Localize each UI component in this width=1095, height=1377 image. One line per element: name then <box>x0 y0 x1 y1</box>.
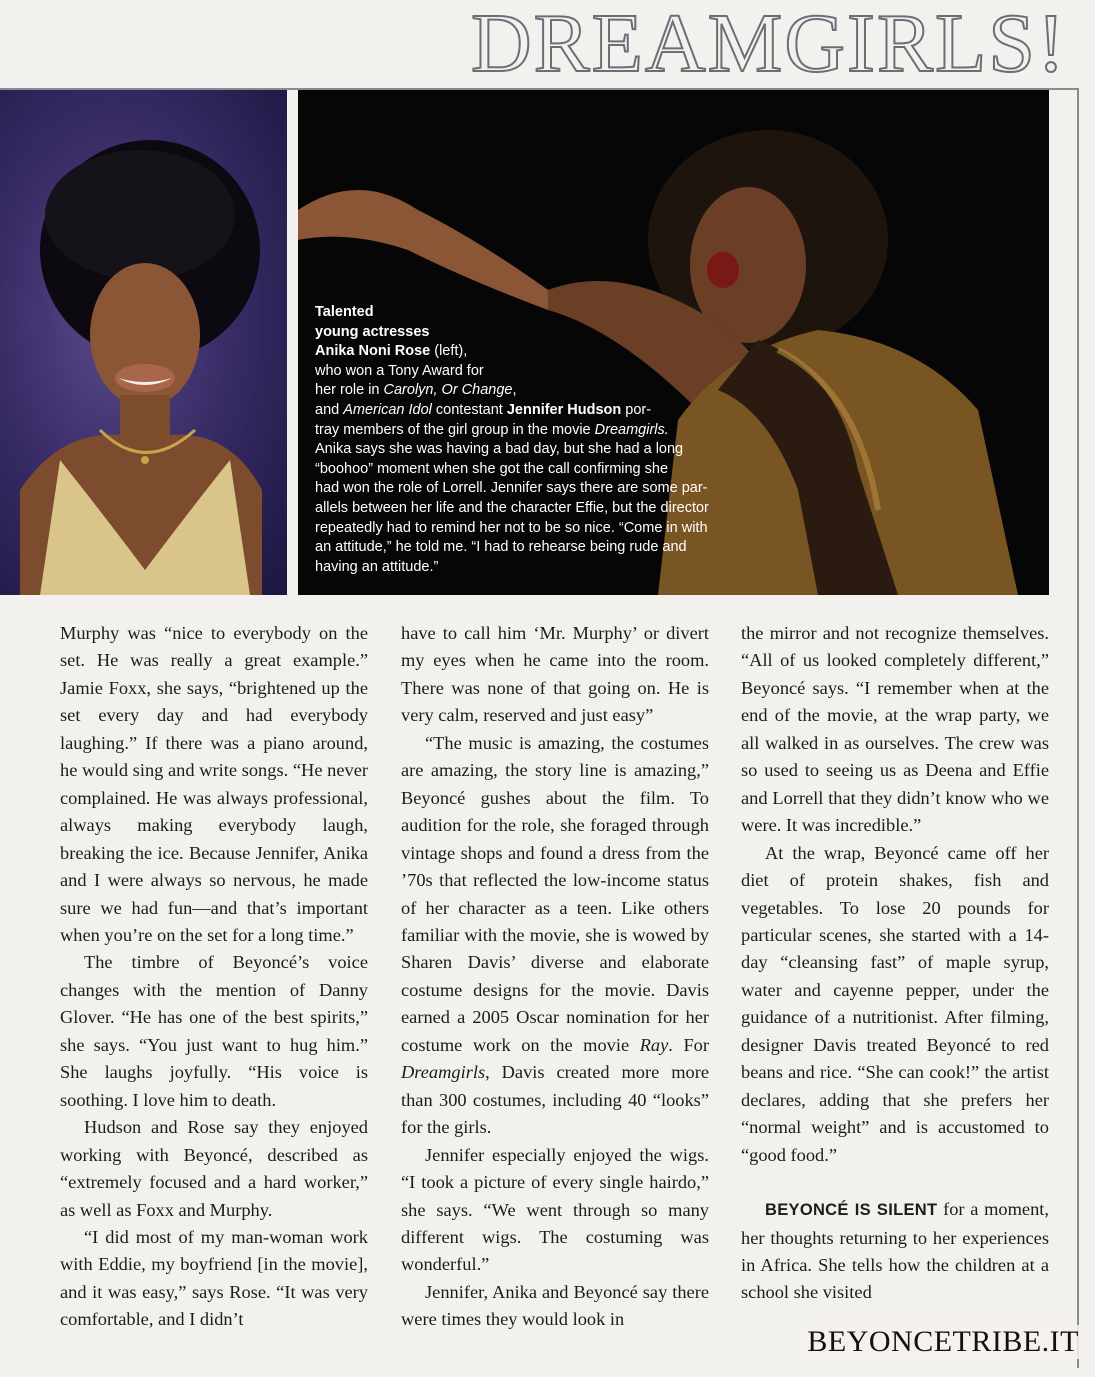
paragraph: “I did most of my man-woman work with Eddie, my boyfriend [in the movie], and it was easy,” says Rose. “It was very comfortable, and I didn’t <box>60 1226 368 1330</box>
caption-name-jennifer: Jennifer Hudson <box>506 401 622 418</box>
caption-line: had won the role of Lorrell. Jennifer says there are some par- <box>315 480 708 497</box>
caption-line2: young actresses <box>315 323 430 340</box>
film-title-ray: Ray <box>639 1034 669 1055</box>
film-title-dreamgirls: Dreamgirls <box>401 1062 486 1083</box>
section-break <box>741 1169 1049 1196</box>
paragraph: Murphy was “nice to everybody on the set. He was really a great example.” Jamie Foxx, she says, “brightened up the set every day and had everybody laughing.” If there was a piano around, he would sing and write songs. “He never complained. He was always professional, always making everybody laugh, breaking the ice. Because Jennifer, Anika and I were always so nervous, he made sure we had fun—and that’s important when you’re on the set for a long time.” <box>60 623 368 945</box>
photo-jennifer-hudson <box>298 90 1049 595</box>
caption-text: (left), <box>430 343 468 360</box>
photo-anika-noni-rose <box>0 90 287 595</box>
caption-text: tray members of the girl group in the movie <box>315 421 595 438</box>
caption-name-anika: Anika Noni Rose <box>315 343 431 360</box>
caption-line: “boohoo” moment when she got the call confirming she <box>315 460 669 477</box>
paragraph-text: for a moment, her thoughts returning to her experiences in Africa. She tells how the children at a school she visited <box>741 1199 1050 1303</box>
paragraph: Jennifer, Anika and Beyoncé say there were times they would look in <box>401 1281 709 1330</box>
section-run-in-heading: BEYONCÉ IS SILENT <box>765 1201 938 1220</box>
paragraph: Hudson and Rose say they enjoyed working with Beyoncé, described as “extremely focused and a hard worker,” as well as Foxx and Murphy. <box>60 1117 368 1220</box>
masthead-title: DREAMGIRLS! <box>465 2 1073 86</box>
caption-text: who won a Tony Award for <box>315 362 484 379</box>
caption-text: contestant <box>431 401 507 418</box>
paragraph <box>401 730 709 1142</box>
photo-caption <box>315 303 785 577</box>
paragraph: The timbre of Beyoncé’s voice changes with the mention of Danny Glover. “He has one of the best spirits,” she says. “You just want to hug him.” She laughs joyfully. “His voice is soothing. I love him to death. <box>60 952 368 1110</box>
caption-line: having an attitude.” <box>315 558 439 575</box>
caption-text: her role in <box>315 382 384 399</box>
article-column-3 <box>741 620 1049 1307</box>
paragraph <box>741 1196 1049 1307</box>
article-column-2 <box>401 620 709 1334</box>
caption-line: an attitude,” he told me. “I had to rehearse being rude and <box>315 539 687 556</box>
site-watermark: BEYONCETRIBE.IT <box>803 1325 1083 1359</box>
caption-line: repeatedly had to remind her not to be so nice. “Come in with <box>315 519 708 536</box>
article-column-1 <box>60 620 368 1334</box>
caption-title-american-idol: American Idol <box>343 401 432 418</box>
paragraph-text: “The music is amazing, the costumes are amazing, the story line is amazing,” Beyoncé gushes about the film. To audition for the role, she foraged through vintage shops and found a dress from the ’70s that reflected the low-income status of her character as a teen. Like others familiar with the movie, she is wowed by Sharen Davis’ diverse and elaborate costume designs for the movie. Davis earned a 2005 Oscar nomination for her costume work on the movie <box>401 732 709 1055</box>
caption-line: Anika says she was having a bad day, but she had a long <box>315 441 684 458</box>
caption-text: , <box>512 382 517 399</box>
caption-title-dreamgirls: Dreamgirls. <box>594 421 669 438</box>
paragraph: Jennifer especially enjoyed the wigs. “I took a picture of every single hairdo,” she says. “We went through so many different wigs. The costuming was wonderful.” <box>401 1144 709 1275</box>
caption-text: and <box>315 401 344 418</box>
caption-lead: Talented <box>315 304 374 320</box>
paragraph-text: . For <box>668 1034 709 1055</box>
paragraph-text: , Davis created more more than 300 costumes, including 40 “looks” for the girls. <box>401 1062 709 1138</box>
caption-text: por- <box>621 401 652 418</box>
paragraph: have to call him ‘Mr. Murphy’ or divert my eyes when he came into the room. There was none of that going on. He is very calm, reserved and just easy” <box>401 623 709 726</box>
paragraph: the mirror and not recognize themselves. “All of us looked completely different,” Beyoncé says. “I remember when at the end of the movie, at the wrap party, we all walked in as ourselves. The crew was so used to seeing us as Deena and Effie and Lorrell that they didn’t know who we were. It was incredible.” <box>741 623 1049 836</box>
actress-portrait-illustration <box>0 130 270 595</box>
caption-line: allels between her life and the character Effie, but the director <box>315 499 709 516</box>
paragraph: At the wrap, Beyoncé came off her diet of protein shakes, fish and vegetables. To lose 20 pounds for particular scenes, she started with a 14-day “cleansing fast” of maple syrup, water and cayenne pepper, under the guidance of a nutritionist. After filming, designer Davis treated Beyoncé to red beans and rice. “She can cook!” the artist declares, adding that she prefers her “normal weight” and is accustomed to “good food.” <box>741 842 1049 1165</box>
caption-title-carolyn: Carolyn, Or Change <box>383 382 513 399</box>
